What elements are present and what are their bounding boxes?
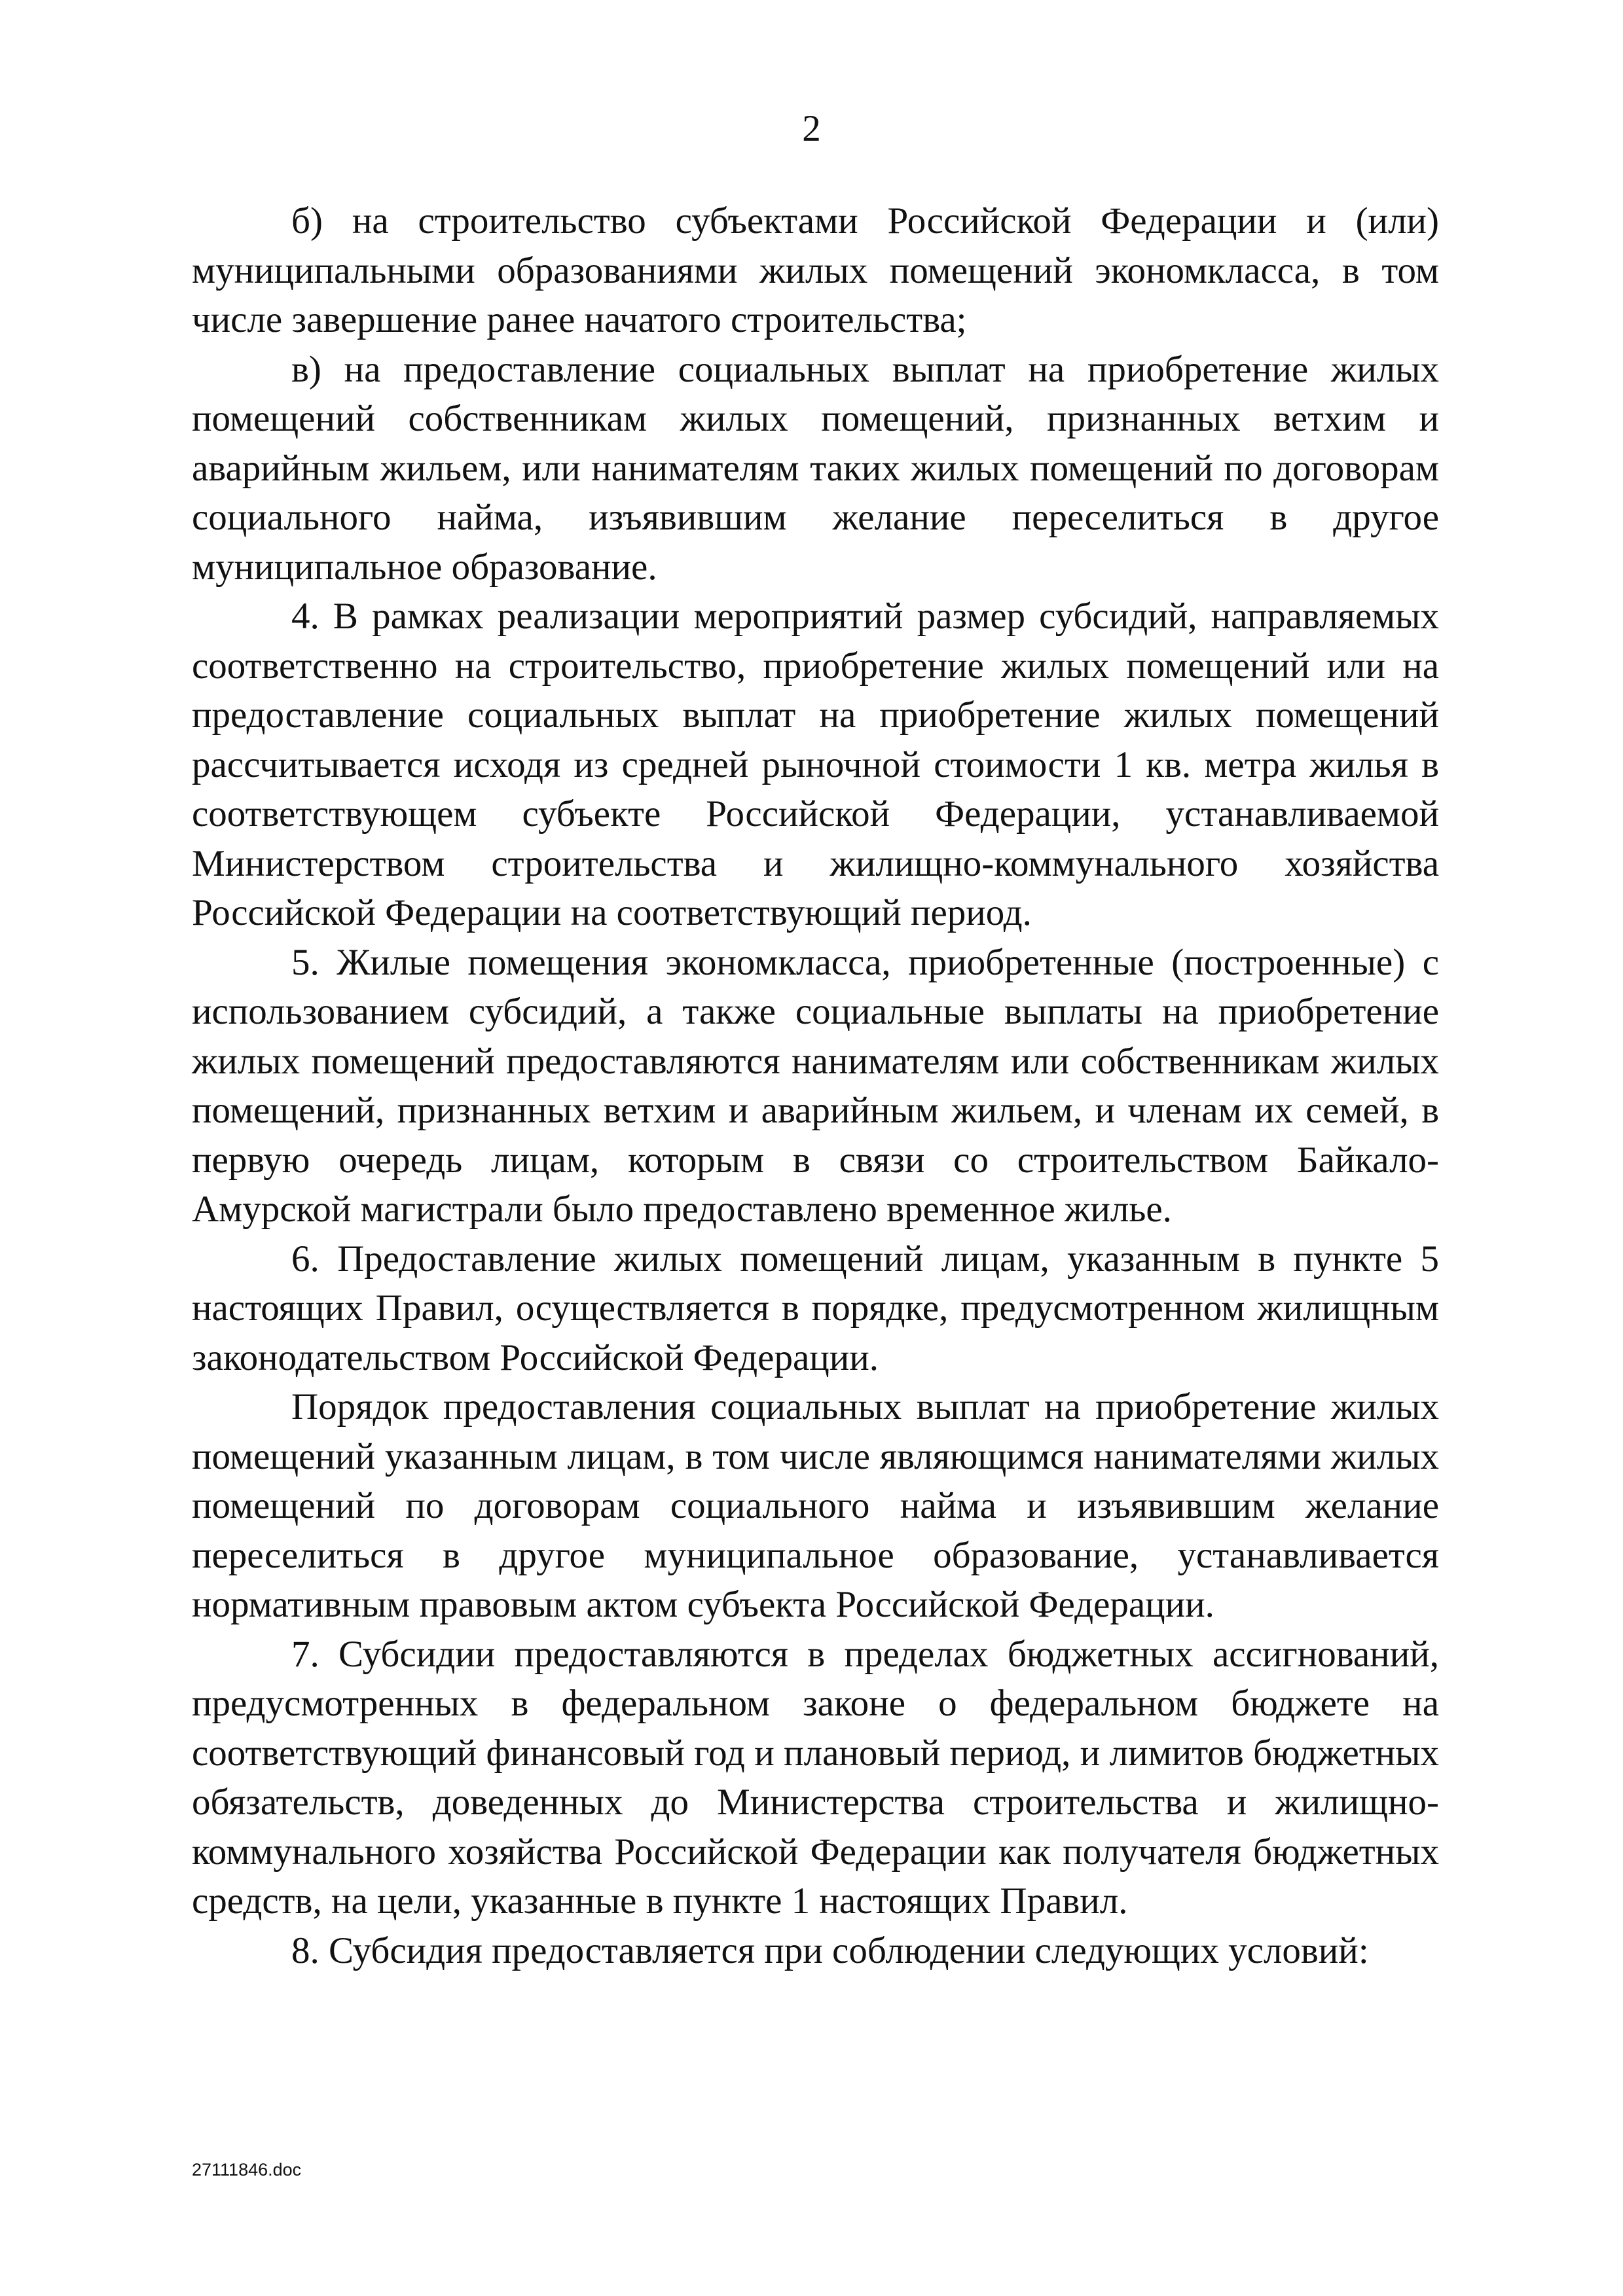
paragraph-8-conditions: 8. Субсидия предоставляется при соблюдении следующих условий: (291, 1929, 1369, 1971)
paragraph-v-social-payments: в) на предоставление социальных выплат на приобретение жилых помещений собственникам жилых помещений, признанных ветхим и аварийным жильем, или нанимателям таких жилых помещений по договорам социального найма, изъявившим желание переселиться в другое муниципальное образование. (192, 348, 1439, 588)
paragraph-6-housing-provision: 6. Предоставление жилых помещений лицам, указанным в пункте 5 настоящих Правил, осуществляется в порядке, предусмотренном жилищным законодательством Российской Федерации. (192, 1238, 1439, 1378)
paragraph-5-housing-recipients: 5. Жилые помещения экономкласса, приобретенные (построенные) с использованием субсидий, а также социальные выплаты на приобретение жилых помещений предоставляются нанимателям или собственникам жилых помещений, признанных ветхим и аварийным жильем, и членам их семей, в первую очередь лицам, которым в связи со строительством Байкало-Амурской магистрали было предоставлено временное жилье. (192, 941, 1439, 1230)
document-body (192, 196, 1439, 1975)
page-number: 2 (802, 108, 821, 149)
paragraph-b-construction: б) на строительство субъектами Российской Федерации и (или) муниципальными образованиями жилых помещений экономкласса, в том числе завершение ранее начатого строительства; (192, 200, 1439, 340)
paragraph-6-payments-procedure: Порядок предоставления социальных выплат на приобретение жилых помещений указанным лицам, в том числе являющимся нанимателями жилых помещений по договорам социального найма и изъявившим желание переселиться в другое муниципальное образование, устанавливается нормативным правовым актом субъекта Российской Федерации. (192, 1386, 1439, 1625)
paragraph-7-budget-limits: 7. Субсидии предоставляются в пределах бюджетных ассигнований, предусмотренных в федеральном законе о федеральном бюджете на соответствующий финансовый год и плановый период, и лимитов бюджетных обязательств, доведенных до Министерства строительства и жилищно-коммунального хозяйства Российской Федерации как получателя бюджетных средств, на цели, указанные в пункте 1 настоящих Правил. (192, 1633, 1439, 1922)
document-file-code: 27111846.doc (192, 2160, 302, 2179)
paragraph-4-subsidy-size: 4. В рамках реализации мероприятий размер субсидий, направляемых соответственно на строительство, приобретение жилых помещений или на предоставление социальных выплат на приобретение жилых помещений рассчитывается исходя из средней рыночной стоимости 1 кв. метра жилья в соответствующем субъекте Российской Федерации, устанавливаемой Министерством строительства и жилищно-коммунального хозяйства Российской Федерации на соответствующий период. (192, 596, 1439, 933)
